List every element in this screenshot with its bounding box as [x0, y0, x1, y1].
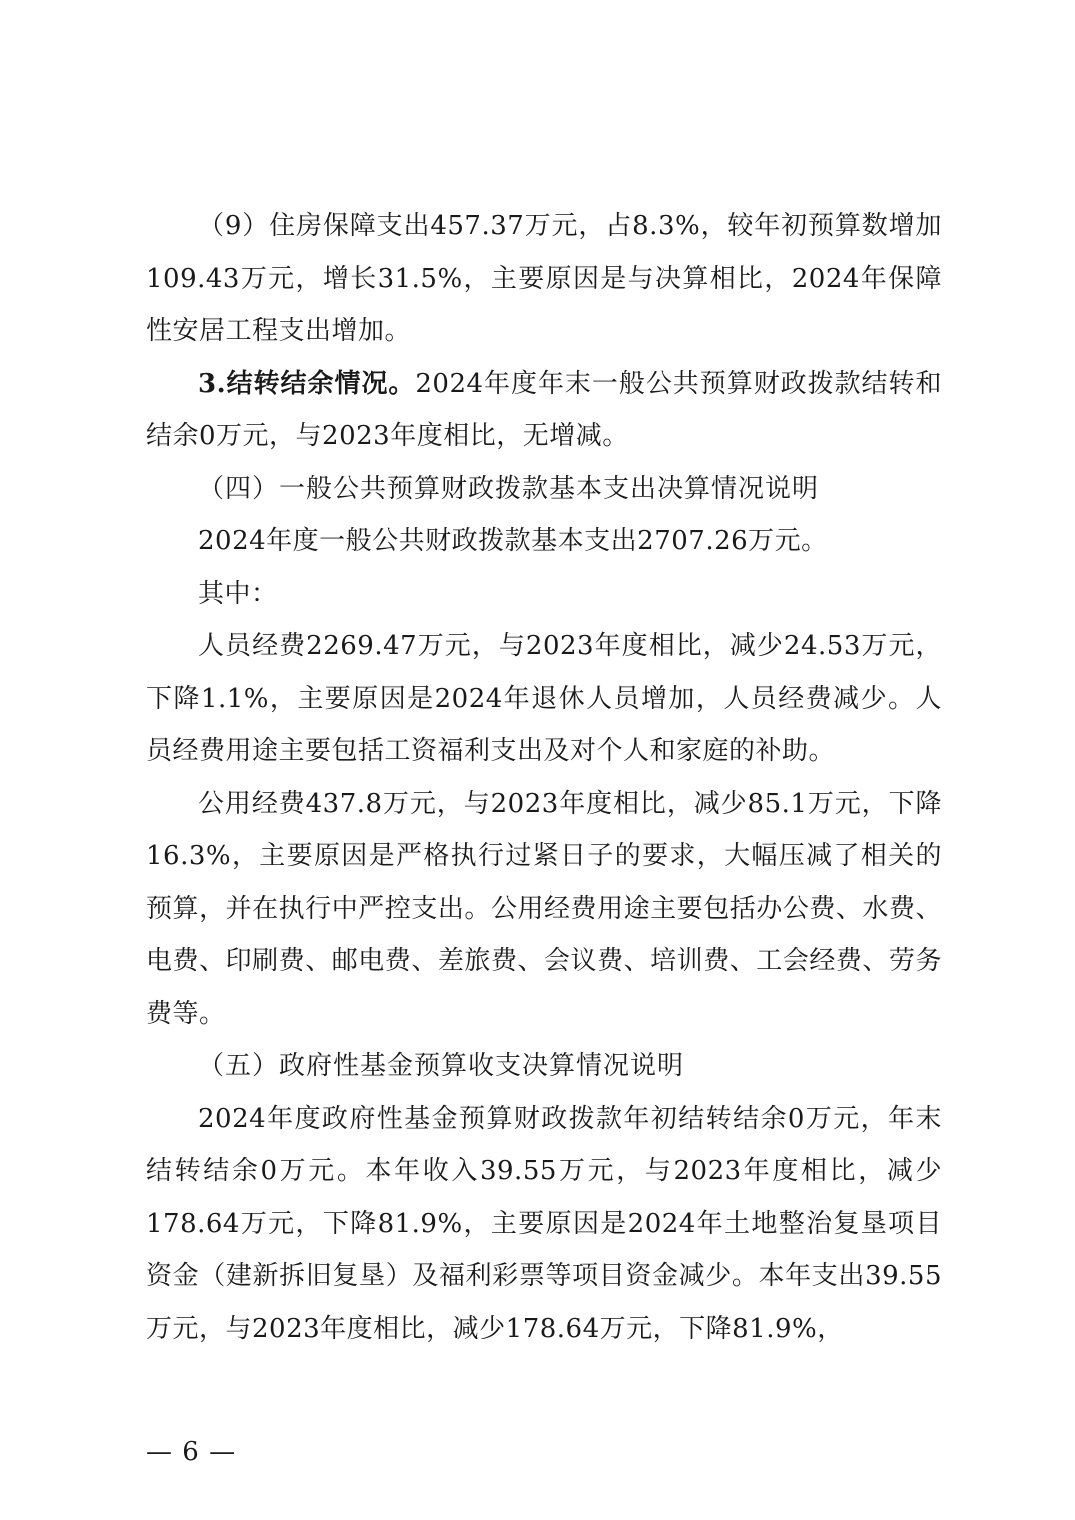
section-heading-government-fund: （五）政府性基金预算收支决算情况说明	[198, 1051, 685, 1081]
paragraph-government-fund: 2024年度政府性基金预算财政拨款年初结转结余0万元，年末结转结余0万元。本年收入39.55万元，与2023年度相比，减少178.64万元，下降81.9%，主要原因是2024年土地整治复垦项目资金（建新拆旧复垦）及福利彩票等项目资金减少。本年支出39.55万元，与2023年度相比，减少178.64万元，下降81.9%，	[146, 1103, 942, 1344]
paragraph-personnel-expenses: 人员经费2269.47万元，与2023年度相比，减少24.53万元，下降1.1%，主要原因是2024年退休人员增加，人员经费减少。人员经费用途主要包括工资福利支出及对个人和家庭的补助。	[146, 631, 942, 766]
paragraph-carryover-balance	[146, 358, 942, 463]
paragraph-body: 2024年度年末一般公共预算财政拨款结转和结余0万元，与2023年度相比，无增减。	[146, 368, 942, 451]
document-body	[146, 200, 942, 1355]
section-heading-basic-expenditure: （四）一般公共预算财政拨款基本支出决算情况说明	[198, 473, 820, 504]
paragraph-public-expenses: 公用经费437.8万元，与2023年度相比，减少85.1万元，下降16.3%，主要原因是严格执行过紧日子的要求，大幅压减了相关的预算，并在执行中严控支出。公用经费用途主要包括办公费、水费、电费、印刷费、邮电费、差旅费、会议费、培训费、工会经费、劳务费等。	[146, 788, 942, 1029]
paragraph-lead-bold: 3.结转结余情况。	[198, 368, 416, 399]
paragraph-housing-expenditure: （9）住房保障支出457.37万元，占8.3%，较年初预算数增加109.43万元，增长31.5%，主要原因是与决算相比，2024年保障性安居工程支出增加。	[146, 211, 942, 346]
paragraph-among-them: 其中：	[198, 578, 278, 609]
page-number: — 6 —	[146, 1437, 237, 1467]
paragraph-basic-expenditure-total: 2024年度一般公共财政拨款基本支出2707.26万元。	[198, 526, 828, 556]
